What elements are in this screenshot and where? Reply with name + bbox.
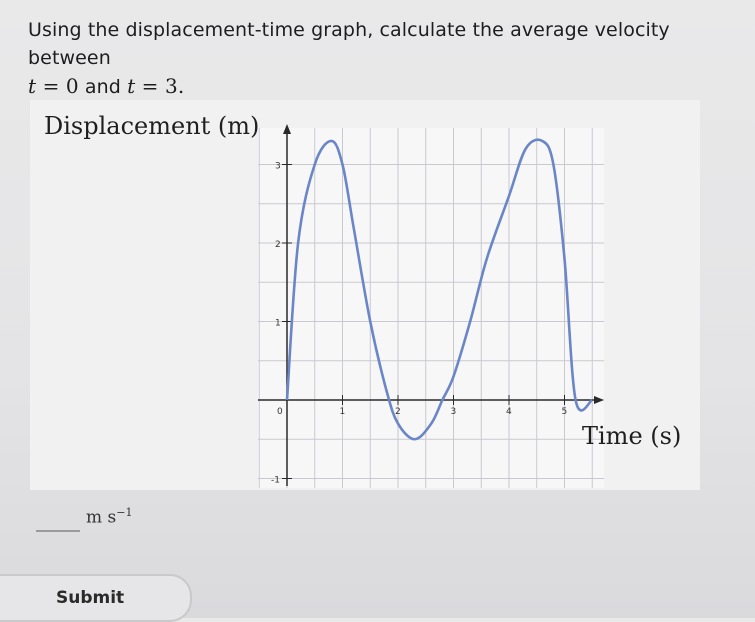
x-tick-label: 5 xyxy=(561,407,568,417)
x-tick-label: 3 xyxy=(450,407,457,417)
submit-label: Submit xyxy=(56,588,125,608)
t-variable-start: t xyxy=(28,74,37,98)
x-axis-label: Time (s) xyxy=(582,422,682,450)
submit-button[interactable] xyxy=(0,574,192,622)
and-word: and xyxy=(78,76,128,98)
t-variable-end: t xyxy=(127,74,136,98)
x-tick-label: 0 xyxy=(277,407,283,417)
y-axis-label: Displacement (m) xyxy=(44,112,260,140)
question-period: . xyxy=(177,74,185,98)
y-tick-label: -1 xyxy=(271,475,280,486)
t-value-end: 3 xyxy=(165,74,178,98)
equals-sign-end: = xyxy=(135,74,165,98)
x-tick-label: 2 xyxy=(395,407,401,417)
x-tick-label: 4 xyxy=(506,407,512,417)
equals-sign-start: = xyxy=(36,74,66,98)
question-prompt: Using the displacement-time graph, calculate the average velocity between xyxy=(28,19,670,69)
y-tick-label: 2 xyxy=(275,240,281,250)
unit-base: m s xyxy=(86,507,117,528)
x-tick-label: 1 xyxy=(339,407,346,417)
y-tick-label: 3 xyxy=(275,161,281,172)
y-tick-label: 1 xyxy=(275,318,281,329)
velocity-unit xyxy=(86,506,132,528)
answer-input[interactable] xyxy=(36,504,80,532)
t-value-start: 0 xyxy=(65,74,79,98)
unit-exponent: −1 xyxy=(116,506,133,519)
